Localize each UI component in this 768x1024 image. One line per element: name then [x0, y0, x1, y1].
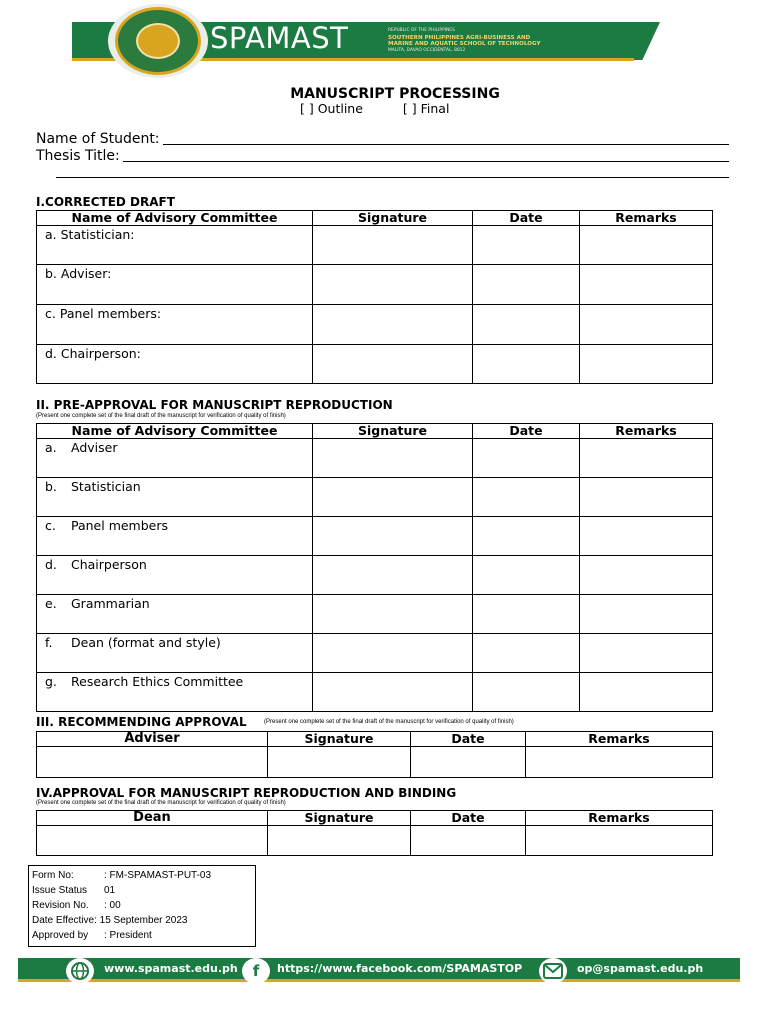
footer-website[interactable]: www.spamast.edu.ph — [104, 962, 238, 975]
date-cell[interactable] — [473, 305, 580, 345]
remarks-cell[interactable] — [580, 673, 713, 712]
signature-cell[interactable] — [268, 826, 411, 856]
col-date: Date — [411, 811, 526, 826]
table-row: a. Adviser — [37, 439, 713, 478]
signature-cell[interactable] — [313, 634, 473, 673]
date-cell[interactable] — [473, 226, 580, 265]
col-date: Date — [473, 424, 580, 439]
section-4-table — [36, 810, 713, 856]
col-date: Date — [411, 732, 526, 747]
remarks-cell[interactable] — [580, 517, 713, 556]
date-cell[interactable] — [473, 478, 580, 517]
table-row: b. Adviser: — [37, 265, 713, 305]
thesis-title-line-2[interactable] — [56, 177, 729, 178]
date-cell[interactable] — [473, 517, 580, 556]
table-row: c. Panel members — [37, 517, 713, 556]
revision-no: Revision No. : 00 — [32, 900, 121, 911]
student-name-label: Name of Student: — [36, 131, 160, 147]
page-title: MANUSCRIPT PROCESSING — [290, 86, 500, 102]
issue-status: Issue Status 01 — [32, 885, 116, 896]
remarks-cell[interactable] — [580, 595, 713, 634]
table-row: d. Chairperson — [37, 556, 713, 595]
table-row: f. Dean (format and style) — [37, 634, 713, 673]
section-4-heading: IV.APPROVAL FOR MANUSCRIPT REPRODUCTION AND BINDING — [36, 786, 457, 800]
col-remarks: Remarks — [580, 211, 713, 226]
form-no: Form No: : FM-SPAMAST-PUT-03 — [32, 870, 212, 881]
table-row: e. Grammarian — [37, 595, 713, 634]
remarks-cell[interactable] — [526, 747, 713, 778]
brand-subtitle: REPUBLIC OF THE PHILIPPINES SOUTHERN PHILIPPINES AGRI-BUSINESS AND MARINE AND AQUATIC SCHOOL OF TECHNOLOGY MALITA, DAVAO OCCIDENTAL, 8012 — [388, 28, 541, 53]
remarks-cell[interactable] — [580, 634, 713, 673]
table-row — [37, 826, 713, 856]
date-cell[interactable] — [473, 265, 580, 305]
option-outline[interactable]: [ ] Outline — [300, 101, 363, 116]
signature-cell[interactable] — [313, 556, 473, 595]
table-row: c. Panel members: — [37, 305, 713, 345]
table-row: a. Statistician: — [37, 226, 713, 265]
table-header-row — [37, 732, 713, 747]
approved-by: Approved by : President — [32, 930, 152, 941]
date-cell[interactable] — [473, 673, 580, 712]
footer-facebook[interactable]: https://www.facebook.com/SPAMASTOP — [277, 962, 523, 975]
footer-email[interactable]: op@spamast.edu.ph — [577, 962, 704, 975]
date-cell[interactable] — [473, 556, 580, 595]
globe-icon — [66, 958, 94, 984]
table-row: b. Statistician — [37, 478, 713, 517]
section-1-heading: I.CORRECTED DRAFT — [36, 195, 175, 209]
section-3-table — [36, 731, 713, 778]
col-dean: Dean — [37, 811, 268, 826]
section-2-note: (Present one complete set of the final draft of the manuscript for verification of quality of finish) — [36, 413, 286, 419]
brand-name: SPAMAST — [210, 21, 349, 55]
table-row — [37, 747, 713, 778]
date-cell[interactable] — [473, 634, 580, 673]
col-remarks: Remarks — [526, 811, 713, 826]
signature-cell[interactable] — [313, 439, 473, 478]
school-seal-logo — [108, 4, 208, 78]
table-row: g. Research Ethics Committee — [37, 673, 713, 712]
table-header-row — [37, 424, 713, 439]
dean-cell[interactable] — [37, 826, 268, 856]
signature-cell[interactable] — [313, 478, 473, 517]
remarks-cell[interactable] — [580, 345, 713, 384]
form-info-box — [28, 865, 256, 947]
thesis-title-label: Thesis Title: — [36, 148, 120, 164]
remarks-cell[interactable] — [580, 478, 713, 517]
col-signature: Signature — [268, 732, 411, 747]
col-remarks: Remarks — [580, 424, 713, 439]
col-adviser: Adviser — [37, 732, 268, 747]
type-options — [300, 101, 485, 116]
col-date: Date — [473, 211, 580, 226]
table-row: d. Chairperson: — [37, 345, 713, 384]
remarks-cell[interactable] — [580, 265, 713, 305]
col-signature: Signature — [313, 424, 473, 439]
section-2-table — [36, 423, 713, 712]
remarks-cell[interactable] — [580, 305, 713, 345]
date-cell[interactable] — [473, 345, 580, 384]
facebook-icon: f — [242, 958, 270, 984]
table-header-row — [37, 211, 713, 226]
signature-cell[interactable] — [313, 305, 473, 345]
date-effective: Date Effective: 15 September 2023 — [32, 915, 188, 926]
date-cell[interactable] — [411, 747, 526, 778]
col-signature: Signature — [268, 811, 411, 826]
thesis-title-line[interactable] — [123, 161, 729, 162]
signature-cell[interactable] — [313, 517, 473, 556]
signature-cell[interactable] — [313, 673, 473, 712]
col-signature: Signature — [313, 211, 473, 226]
col-name: Name of Advisory Committee — [37, 424, 313, 439]
mail-icon — [539, 958, 567, 984]
footer-gold-stripe — [18, 979, 740, 982]
remarks-cell[interactable] — [580, 439, 713, 478]
section-4-note: (Present one complete set of the final draft of the manuscript for verification of quality of finish) — [36, 800, 286, 806]
signature-cell[interactable] — [313, 595, 473, 634]
section-1-table — [36, 210, 713, 384]
section-3-note: (Present one complete set of the final draft of the manuscript for verification of quality of finish) — [264, 719, 514, 725]
date-cell[interactable] — [473, 439, 580, 478]
col-name: Name of Advisory Committee — [37, 211, 313, 226]
section-3-heading: III. RECOMMENDING APPROVAL — [36, 715, 247, 729]
date-cell[interactable] — [411, 826, 526, 856]
date-cell[interactable] — [473, 595, 580, 634]
signature-cell[interactable] — [313, 226, 473, 265]
remarks-cell[interactable] — [526, 826, 713, 856]
option-final[interactable]: [ ] Final — [402, 101, 450, 116]
remarks-cell[interactable] — [580, 226, 713, 265]
section-2-heading: II. PRE-APPROVAL FOR MANUSCRIPT REPRODUCTION — [36, 398, 393, 412]
remarks-cell[interactable] — [580, 556, 713, 595]
student-name-line[interactable] — [163, 144, 729, 145]
table-header-row — [37, 811, 713, 826]
signature-cell[interactable] — [313, 265, 473, 305]
adviser-cell[interactable] — [37, 747, 268, 778]
signature-cell[interactable] — [268, 747, 411, 778]
signature-cell[interactable] — [313, 345, 473, 384]
col-remarks: Remarks — [526, 732, 713, 747]
